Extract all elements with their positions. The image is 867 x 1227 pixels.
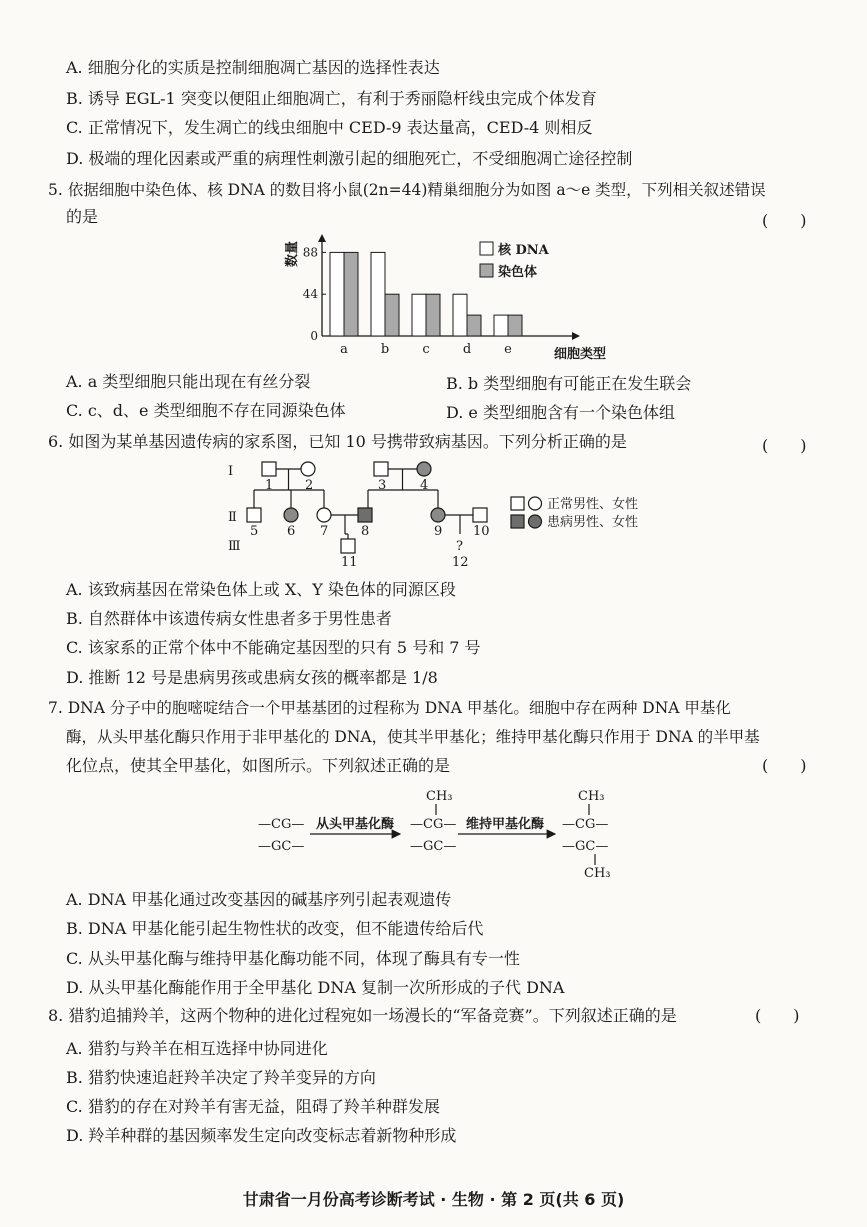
y-tick-label: 88 <box>302 245 318 260</box>
x-axis-arrow <box>572 332 580 340</box>
pedigree-individual-1 <box>262 462 276 476</box>
gen-label-1: Ⅰ <box>228 464 234 479</box>
enzyme-de-novo-label: 从头甲基化酶 <box>316 817 395 832</box>
unknown-mark: ? <box>456 539 463 554</box>
q6-option-a: A. 该致病基因在常染色体上或 X、Y 染色体的同源区段 <box>66 580 456 599</box>
y-axis-arrow <box>318 234 326 242</box>
x-tick-label-e: e <box>504 342 512 357</box>
q8-option-d: D. 羚羊种群的基因频率发生定向改变标志着新物种形成 <box>66 1126 457 1145</box>
legend-label-chromosome: 染色体 <box>498 265 538 280</box>
bar-c-chromosome <box>426 294 440 336</box>
id-11: 11 <box>341 555 358 570</box>
bar-a-chromosome <box>344 252 358 336</box>
x-axis-label: 细胞类型 <box>554 347 607 362</box>
q7-option-a: A. DNA 甲基化通过改变基因的碱基序列引起表观遗传 <box>66 890 452 909</box>
page-footer: 甘肃省一月份高考诊断考试 · 生物 · 第 2 页(共 6 页) <box>242 1190 625 1209</box>
q8-stem: 8. 猎豹追捕羚羊，这两个物种的进化过程宛如一场漫长的“军备竞赛”。下列叙述正确的是 <box>48 1006 677 1025</box>
legend-affected-male-symbol <box>511 515 524 528</box>
id-1: 1 <box>265 478 274 493</box>
dna-strand-gc-3: —GC— <box>562 839 609 854</box>
dna-strand-cg-1: —CG— <box>258 817 305 832</box>
bar-d-chromosome <box>467 315 481 336</box>
id-9: 9 <box>434 524 443 539</box>
q8-option-c: C. 猎豹的存在对羚羊有害无益，阻碍了羚羊种群发展 <box>66 1097 440 1116</box>
q4-option-b: B. 诱导 EGL-1 突变以便阻止细胞凋亡，有利于秀丽隐杆线虫完成个体发育 <box>66 89 597 108</box>
pedigree-individual-6 <box>284 508 298 522</box>
pedigree-diagram <box>220 455 660 570</box>
q5-option-b: B. b 类型细胞有可能正在发生联会 <box>446 374 692 393</box>
q6-option-b: B. 自然群体中该遗传病女性患者多于男性患者 <box>66 609 392 628</box>
y-tick-label: 44 <box>302 287 318 302</box>
q5-option-d: D. e 类型细胞含有一个染色体组 <box>446 403 675 422</box>
pedigree-individual-11 <box>341 539 355 553</box>
q6-answer-paren: ( ) <box>762 436 807 455</box>
bar-d-dna <box>453 294 467 336</box>
bar-b-dna <box>371 252 385 336</box>
q7-option-d: D. 从头甲基化酶能作用于全甲基化 DNA 复制一次所形成的子代 DNA <box>66 978 565 997</box>
legend-label-dna: 核 DNA <box>498 243 549 258</box>
id-5: 5 <box>250 524 259 539</box>
id-7: 7 <box>320 524 329 539</box>
id-6: 6 <box>287 524 296 539</box>
q7-stem-line1: 7. DNA 分子中的胞嘧啶结合一个甲基基团的过程称为 DNA 甲基化。细胞中存在两种 DNA 甲基化 <box>48 699 731 717</box>
enzyme-maintenance-label: 维持甲基化酶 <box>466 817 545 832</box>
id-2: 2 <box>305 478 314 493</box>
q7-option-c: C. 从头甲基化酶与维持甲基化酶功能不同，体现了酶具有专一性 <box>66 949 520 968</box>
x-tick-label-a: a <box>340 342 348 357</box>
x-tick-label-b: b <box>380 342 390 357</box>
id-3: 3 <box>378 478 387 493</box>
bar-e-dna <box>494 315 508 336</box>
legend-swatch-dna <box>480 242 493 255</box>
legend-normal-male-symbol <box>511 497 524 510</box>
legend-affected-label: 患病男性、女性 <box>547 515 639 530</box>
q5-option-a: A. a 类型细胞只能出现在有丝分裂 <box>66 372 311 391</box>
q4-option-d: D. 极端的理化因素或严重的病理性刺激引起的细胞死亡，不受细胞凋亡途径控制 <box>66 149 633 168</box>
methylation-diagram <box>250 782 630 880</box>
id-8: 8 <box>361 524 370 539</box>
legend-normal-label: 正常男性、女性 <box>547 497 639 512</box>
q7-answer-paren: ( ) <box>762 756 807 775</box>
pedigree-individual-10 <box>473 508 487 522</box>
id-10: 10 <box>473 524 490 539</box>
pedigree-individual-5 <box>247 508 261 522</box>
pedigree-individual-3 <box>374 462 388 476</box>
q7-stem-line3: 化位点，使其全甲基化，如图所示。下列叙述正确的是 <box>66 756 451 775</box>
legend-affected-female-symbol <box>529 515 542 528</box>
x-tick-label-d: d <box>462 342 472 357</box>
dna-strand-cg-2: —CG— <box>410 817 457 832</box>
bar-b-chromosome <box>385 294 399 336</box>
q6-option-c: C. 该家系的正常个体中不能确定基因型的只有 5 号和 7 号 <box>66 638 481 657</box>
q8-answer-paren: ( ) <box>755 1006 800 1025</box>
pedigree-individual-9 <box>431 508 445 522</box>
pedigree-individual-8 <box>358 508 372 522</box>
id-12: 12 <box>452 555 469 570</box>
pedigree-individual-7 <box>317 508 331 522</box>
q4-option-c: C. 正常情况下，发生凋亡的线虫细胞中 CED-9 表达量高，CED-4 则相反 <box>66 118 593 137</box>
legend-normal-female-symbol <box>529 497 542 510</box>
ch3-bottom: CH₃ <box>584 866 611 881</box>
pedigree-individual-2 <box>301 462 315 476</box>
y-tick-label: 0 <box>310 329 318 343</box>
ch3-top-1: CH₃ <box>426 789 453 804</box>
y-axis-label: 数量 <box>285 240 300 268</box>
q5-option-c: C. c、d、e 类型细胞不存在同源染色体 <box>66 401 346 420</box>
q6-stem: 6. 如图为某单基因遗传病的家系图，已知 10 号携带致病基因。下列分析正确的是 <box>48 432 627 451</box>
x-tick-label-c: c <box>422 342 430 357</box>
dna-strand-gc-1: —GC— <box>258 839 305 854</box>
q5-bar-chart <box>280 230 607 362</box>
q7-option-b: B. DNA 甲基化能引起生物性状的改变，但不能遗传给后代 <box>66 919 484 938</box>
legend-swatch-chromosome <box>480 264 493 277</box>
gen-label-2: Ⅱ <box>228 510 237 525</box>
dna-strand-gc-2: —GC— <box>410 839 457 854</box>
q8-option-a: A. 猎豹与羚羊在相互选择中协同进化 <box>66 1039 328 1058</box>
pedigree-individual-4 <box>417 462 431 476</box>
q5-stem-line2: 的是 <box>66 207 99 226</box>
id-4: 4 <box>420 478 429 493</box>
bar-a-dna <box>330 252 344 336</box>
q6-option-d: D. 推断 12 号是患病男孩或患病女孩的概率都是 1/8 <box>66 668 438 687</box>
q8-option-b: B. 猎豹快速追赶羚羊决定了羚羊变异的方向 <box>66 1068 376 1087</box>
q5-stem-line1: 5. 依据细胞中染色体、核 DNA 的数目将小鼠(2n=44)精巢细胞分为如图 a～e 类型，下列相关叙述错误 <box>48 181 766 199</box>
q7-stem-line2: 酶，从头甲基化酶只作用于非甲基化的 DNA，使其半甲基化；维持甲基化酶只作用于 DNA 的半甲基 <box>66 728 760 746</box>
bar-c-dna <box>412 294 426 336</box>
dna-strand-cg-3: —CG— <box>562 817 609 832</box>
q5-answer-paren: ( ) <box>762 211 807 230</box>
q4-option-a: A. 细胞分化的实质是控制细胞凋亡基因的选择性表达 <box>66 58 440 77</box>
bar-e-chromosome <box>508 315 522 336</box>
ch3-top-2: CH₃ <box>578 789 605 804</box>
gen-label-3: Ⅲ <box>228 539 241 554</box>
